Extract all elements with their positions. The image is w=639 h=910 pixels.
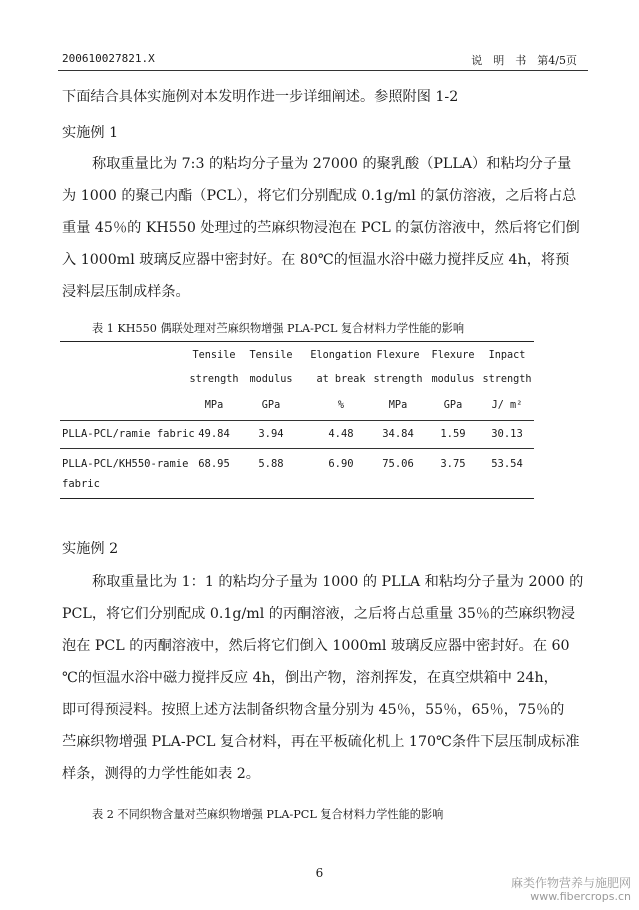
table2-caption: 表 2 不同织物含量对苎麻织物增强 PLA-PCL 复合材料力学性能的影响 — [92, 808, 444, 821]
example1-line-3: 重量 45％的 KH550 处理过的苎麻织物浸泡在 PCL 的氯仿溶液中，然后将它们倒 — [62, 220, 580, 236]
col-header-unit: % — [337, 400, 345, 411]
col-header-unit: J/ m² — [491, 400, 523, 411]
example2-line-4: ℃的恒温水浴中磁力搅拌反应 4h，倒出产物，溶剂挥发，在真空烘箱中 24h， — [62, 670, 558, 686]
watermark-url: www.fibercrops.cn — [530, 890, 631, 903]
example1-line-1: 称取重量比为 7:3 的粘均分子量为 27000 的聚乳酸（PLLA）和粘均分子量 — [92, 156, 572, 172]
table1-top-rule — [60, 341, 534, 342]
col-header-line2: strength — [373, 374, 423, 385]
col-header-line1: Flexure — [431, 350, 475, 361]
col-header-unit: MPa — [388, 400, 408, 411]
table-cell: 49.84 — [198, 428, 230, 440]
table-cell: 34.84 — [382, 428, 414, 440]
table-cell: 1.59 — [440, 428, 466, 440]
page-number: 6 — [315, 866, 324, 880]
example2-line-7: 样条，测得的力学性能如表 2。 — [62, 766, 260, 782]
table1-row-rule — [60, 448, 534, 449]
table1-header-rule — [60, 420, 534, 421]
col-header-line2: strength — [189, 374, 239, 385]
col-header-line1: Tensile — [249, 350, 293, 361]
col-header-line1: Tensile — [192, 350, 236, 361]
col-header-line2: at break — [316, 374, 366, 385]
example2-line-3: 泡在 PCL 的丙酮溶液中，然后将它们倒入 1000ml 玻璃反应器中密封好。在 60 — [62, 638, 570, 654]
row-label: PLLA-PCL/ramie fabric — [62, 428, 195, 440]
header-rule — [58, 70, 588, 71]
example2-line-6: 苎麻织物增强 PLA-PCL 复合材料，再在平板硫化机上 170℃条件下层压制成标准 — [62, 734, 580, 750]
col-header-line2: strength — [482, 374, 532, 385]
table-cell: 53.54 — [491, 458, 523, 470]
table-cell: 6.90 — [328, 458, 354, 470]
table1-bottom-rule — [60, 498, 534, 499]
table-cell: 4.48 — [328, 428, 354, 440]
example2-line-2: PCL，将它们分别配成 0.1g/ml 的丙酮溶液，之后将占总重量 35％的苎麻织物浸 — [62, 606, 576, 622]
col-header-unit: GPa — [261, 400, 281, 411]
row-label: PLLA-PCL/KH550-ramie — [62, 458, 189, 470]
col-header-line2: modulus — [431, 374, 475, 385]
table1-caption: 表 1 KH550 偶联处理对苎麻织物增强 PLA-PCL 复合材料力学性能的影响 — [92, 322, 465, 335]
col-header-line1: Flexure — [376, 350, 420, 361]
example2-line-5: 即可得预浸料。按照上述方法制备织物含量分别为 45％，55％，65％，75％的 — [62, 702, 565, 718]
example1-line-4: 入 1000ml 玻璃反应器中密封好。在 80℃的恒温水浴中磁力搅拌反应 4h，将预 — [62, 252, 570, 268]
col-header-line1: Elongation — [310, 350, 372, 361]
watermark-title: 麻类作物营养与施肥网 — [510, 876, 631, 890]
page-header-right: 说 明 书 第4/5页 — [471, 54, 577, 67]
col-header-unit: MPa — [204, 400, 224, 411]
table-cell: 5.88 — [258, 458, 284, 470]
example1-line-5: 浸料层压制成样条。 — [62, 284, 190, 300]
table-cell: 3.75 — [440, 458, 466, 470]
example1-heading: 实施例 1 — [62, 125, 119, 141]
example2-line-1: 称取重量比为 1：1 的粘均分子量为 1000 的 PLLA 和粘均分子量为 2000 的 — [92, 574, 584, 590]
intro-paragraph: 下面结合具体实施例对本发明作进一步详细阐述。参照附图 1-2 — [62, 89, 459, 105]
row-label-continued: fabric — [62, 478, 100, 490]
col-header-line2: modulus — [249, 374, 293, 385]
table-cell: 3.94 — [258, 428, 284, 440]
table-cell: 68.95 — [198, 458, 230, 470]
example2-heading: 实施例 2 — [62, 541, 119, 557]
example1-line-2: 为 1000 的聚己内酯（PCL），将它们分别配成 0.1g/ml 的氯仿溶液，之后将占总 — [62, 188, 577, 204]
doc-number: 200610027821.X — [62, 52, 155, 65]
table-cell: 75.06 — [382, 458, 414, 470]
table-cell: 30.13 — [491, 428, 523, 440]
col-header-unit: GPa — [443, 400, 463, 411]
col-header-line1: Inpact — [488, 350, 526, 361]
